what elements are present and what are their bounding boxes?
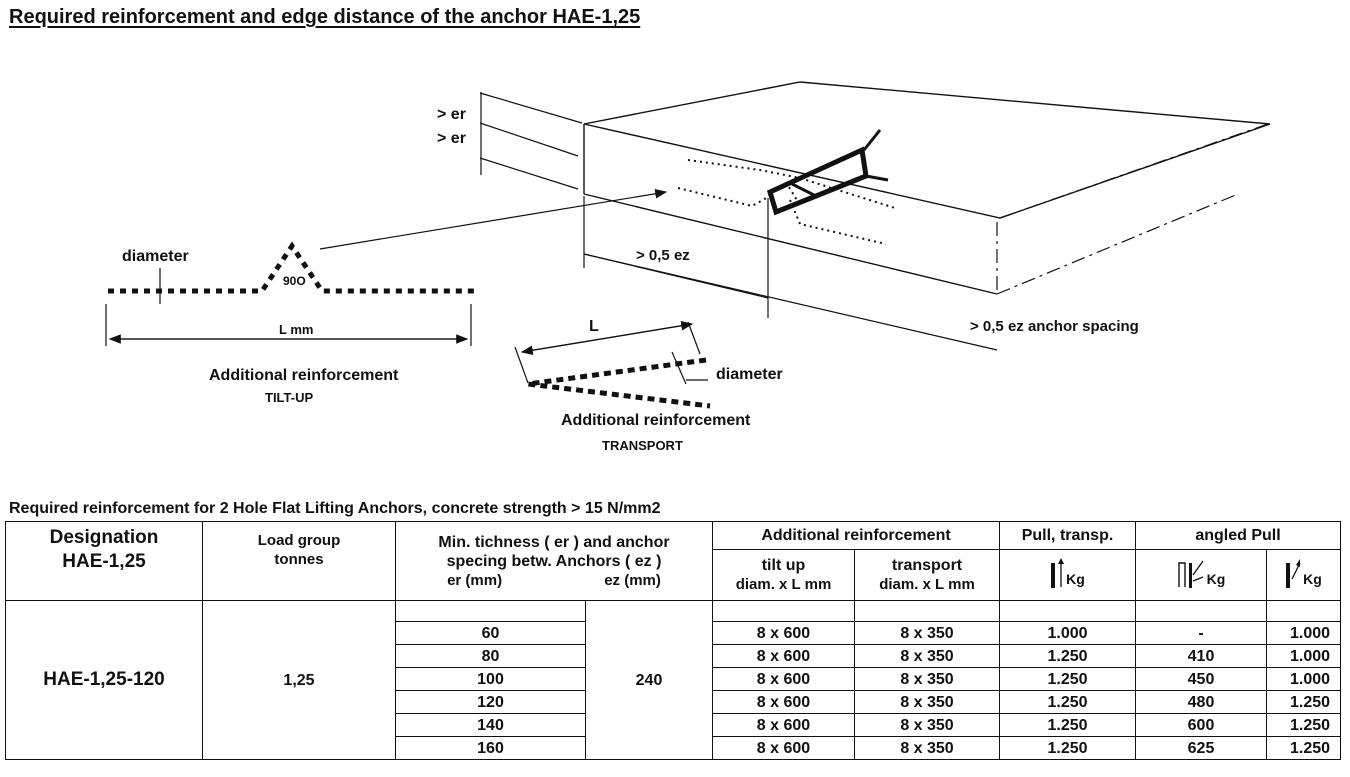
angled-pull-icon	[1177, 557, 1205, 589]
pull-header: Pull, transp.	[1000, 522, 1136, 550]
loadgroup-header: Load group tonnes	[203, 522, 396, 601]
page-title: Required reinforcement and edge distance of the anchor HAE-1,25	[9, 6, 641, 28]
table-row: 80 8 x 600 8 x 350 1.250 410 1.000	[6, 645, 1341, 668]
transport-diameter-label: diameter	[716, 366, 783, 383]
er-label-bottom: > er	[437, 130, 466, 147]
tiltup-diameter-label: diameter	[122, 248, 189, 265]
tiltup-length-label: L mm	[279, 322, 314, 337]
angled-pull-icon-2	[1285, 557, 1301, 589]
spacer-row	[6, 601, 1341, 622]
table-row: 100 8 x 600 8 x 350 1.250 450 1.000	[6, 668, 1341, 691]
slab-outline	[584, 82, 1270, 218]
table-row: 140 8 x 600 8 x 350 1.250 600 1.250	[6, 714, 1341, 737]
ez-value: 240	[586, 601, 713, 760]
header-row-1	[6, 522, 1341, 550]
designation-header: Designation HAE-1,25	[6, 522, 203, 601]
anchor-spacing-label: > 0,5 ez anchor spacing	[970, 318, 1139, 335]
tiltup-header: tilt up diam. x L mm	[713, 550, 855, 601]
transport-bar	[528, 360, 710, 406]
table-row: 160 8 x 600 8 x 350 1.250 625 1.250	[6, 737, 1341, 760]
transport-sub: TRANSPORT	[602, 438, 683, 453]
tiltup-sub: TILT-UP	[265, 390, 314, 405]
tiltup-angle-label: 90O	[283, 274, 306, 288]
half-ez-label: > 0,5 ez	[636, 247, 690, 264]
additional-header: Additional reinforcement	[713, 522, 1000, 550]
angled-header: angled Pull	[1136, 522, 1341, 550]
angled-icon-cell-2: Kg	[1267, 550, 1341, 601]
anchor-plate	[770, 150, 866, 212]
er-label-top: > er	[437, 106, 466, 123]
transport-header: transport diam. x L mm	[855, 550, 1000, 601]
angled-icon-cell: Kg	[1136, 550, 1267, 601]
transport-caption: Additional reinforcement	[561, 412, 751, 429]
transport-length-label: L	[589, 318, 599, 335]
vertical-pull-icon	[1050, 557, 1064, 589]
pull-icon-cell: Kg	[1000, 550, 1136, 601]
table-caption: Required reinforcement for 2 Hole Flat Lifting Anchors, concrete strength > 15 N/mm2	[9, 500, 661, 517]
table-row: 120 8 x 600 8 x 350 1.250 480 1.250	[6, 691, 1341, 714]
tiltup-caption: Additional reinforcement	[209, 367, 399, 384]
load-value: 1,25	[203, 601, 396, 760]
min-thickness-header: Min. tichness ( er ) and anchor specing betw. Anchors ( ez ) er (mm) ez (mm)	[396, 522, 713, 601]
table-row: 60 8 x 600 8 x 350 1.000 - 1.000	[6, 622, 1341, 645]
designation-value: HAE-1,25-120	[6, 601, 203, 760]
reinforcement-table	[5, 521, 1341, 760]
